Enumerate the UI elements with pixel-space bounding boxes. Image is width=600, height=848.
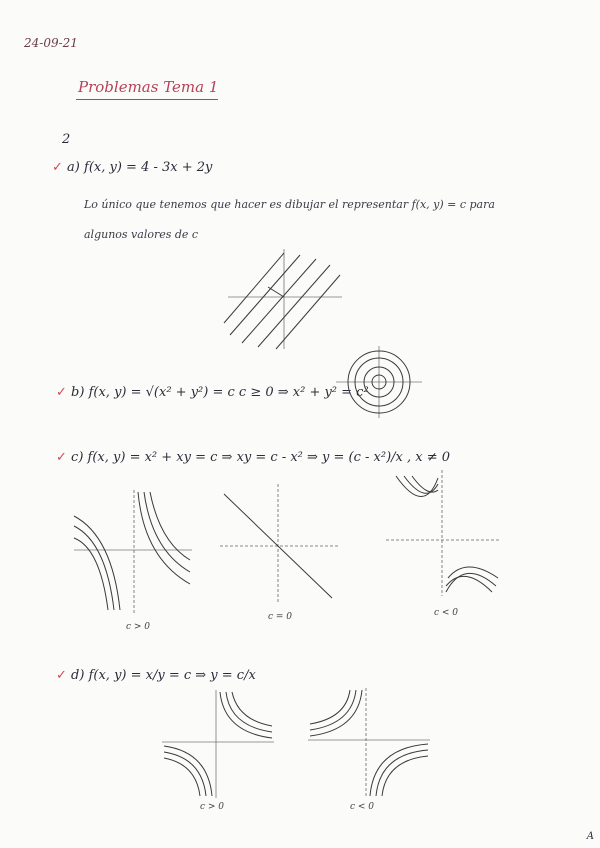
level-curve [232, 692, 272, 726]
level-curve [138, 492, 190, 584]
page-title: Problemas Tema 1 [78, 78, 219, 96]
check-mark-icon: ✓ [56, 385, 67, 400]
level-line [224, 253, 284, 323]
item-c-sketch-c-zero [216, 480, 342, 606]
item-a-text-line1: Lo único que tenemos que hacer es dibujar el representar f(x, y) = c para [84, 198, 495, 211]
item-c-label: c) [71, 450, 84, 465]
level-curve [74, 526, 114, 610]
level-curve [370, 744, 428, 796]
check-mark-icon: ✓ [56, 450, 67, 465]
item-d-equation-line [56, 668, 256, 683]
page-mark: A [586, 831, 594, 842]
level-curve [396, 476, 438, 497]
item-b-equation: f(x, y) = √(x² + y²) = c c ≥ 0 ⇒ x² + y² = c² [88, 385, 369, 400]
case-label: c = 0 [268, 612, 293, 622]
item-d-equation: f(x, y) = x/y = c ⇒ y = c/x [88, 668, 256, 683]
level-line [230, 255, 300, 335]
case-label: c > 0 [126, 622, 151, 632]
item-b-label: b) [71, 385, 85, 400]
check-mark-icon: ✓ [56, 668, 67, 683]
item-a-equation: f(x, y) = 4 - 3x + 2y [84, 160, 213, 175]
item-a-equation-line [52, 160, 212, 175]
level-curve [448, 567, 498, 578]
level-curve [310, 690, 350, 724]
item-b-equation-line [56, 385, 369, 400]
item-c-equation-line [56, 450, 450, 465]
level-line [258, 265, 330, 347]
item-c-sketch-c-positive [72, 488, 194, 616]
case-label: c < 0 [434, 608, 459, 618]
level-curve [164, 752, 206, 796]
item-c-equation: f(x, y) = x² + xy = c ⇒ xy = c - x² ⇒ y = (c - x²)/x , x ≠ 0 [87, 450, 451, 465]
level-line [276, 275, 340, 349]
level-curve [382, 756, 428, 796]
item-a-text-line2: algunos valores de c [84, 228, 199, 241]
case-label: c < 0 [350, 802, 375, 812]
level-curve [226, 692, 272, 732]
item-d-sketch-c-positive [160, 688, 276, 800]
level-curve [164, 758, 200, 796]
level-curve [446, 576, 492, 592]
problem-number: 2 [62, 132, 71, 147]
title-underline [76, 99, 218, 100]
level-curve [310, 690, 362, 736]
check-mark-icon: ✓ [52, 160, 63, 175]
level-curve [144, 492, 190, 572]
item-d-sketch-c-negative [306, 686, 432, 800]
item-a-level-lines-sketch [220, 245, 350, 355]
gradient-arrow [268, 287, 284, 297]
case-label: c > 0 [200, 802, 225, 812]
level-line [242, 259, 316, 343]
date: 24-09-21 [24, 36, 78, 50]
item-a-label: a) [67, 160, 80, 175]
level-curve [74, 538, 108, 610]
item-b-concentric-circles-sketch [334, 344, 424, 420]
item-d-label: d) [71, 668, 85, 683]
item-c-sketch-c-negative [384, 468, 502, 598]
